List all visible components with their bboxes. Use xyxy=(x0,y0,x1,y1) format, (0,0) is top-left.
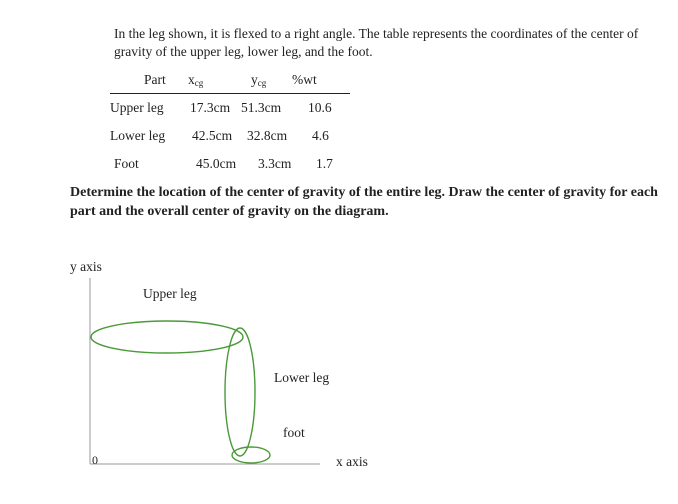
row-foot-wt: 1.7 xyxy=(316,156,333,171)
header-wt: %wt xyxy=(292,72,317,87)
problem-intro: In the leg shown, it is flexed to a right angle. The table represents the coordinates of the center of gravity of the upper leg, lower leg, and the foot. xyxy=(114,26,639,59)
row-lower-part: Lower leg xyxy=(110,128,166,143)
row-upper-y: 51.3cm xyxy=(241,100,282,115)
foot-label: foot xyxy=(283,425,305,440)
lower-leg-ellipse xyxy=(225,328,255,456)
upper-leg-label: Upper leg xyxy=(143,286,197,301)
row-upper-part: Upper leg xyxy=(110,100,164,115)
row-foot-part: Foot xyxy=(114,156,139,171)
row-foot-x: 45.0cm xyxy=(196,156,237,171)
x-axis-label: x axis xyxy=(336,454,368,469)
row-lower-x: 42.5cm xyxy=(192,128,233,143)
origin-label: 0 xyxy=(92,453,98,467)
header-part: Part xyxy=(144,72,166,87)
row-lower-wt: 4.6 xyxy=(312,128,329,143)
header-ycg: $y_{cg}$ xyxy=(251,72,267,88)
row-foot-y: 3.3cm xyxy=(258,156,292,171)
upper-leg-ellipse xyxy=(91,321,243,353)
question-text: Determine the location of the center of gravity of the entire leg. Draw the center of gravity for each part and the overall center of gravity on the diagram. xyxy=(70,185,658,219)
y-axis-label: y axis xyxy=(70,259,102,274)
lower-leg-label: Lower leg xyxy=(274,370,330,385)
row-upper-wt: 10.6 xyxy=(308,100,332,115)
header-xcg: $x_{cg}$ xyxy=(188,72,204,88)
row-lower-y: 32.8cm xyxy=(247,128,288,143)
row-upper-x: 17.3cm xyxy=(190,100,231,115)
